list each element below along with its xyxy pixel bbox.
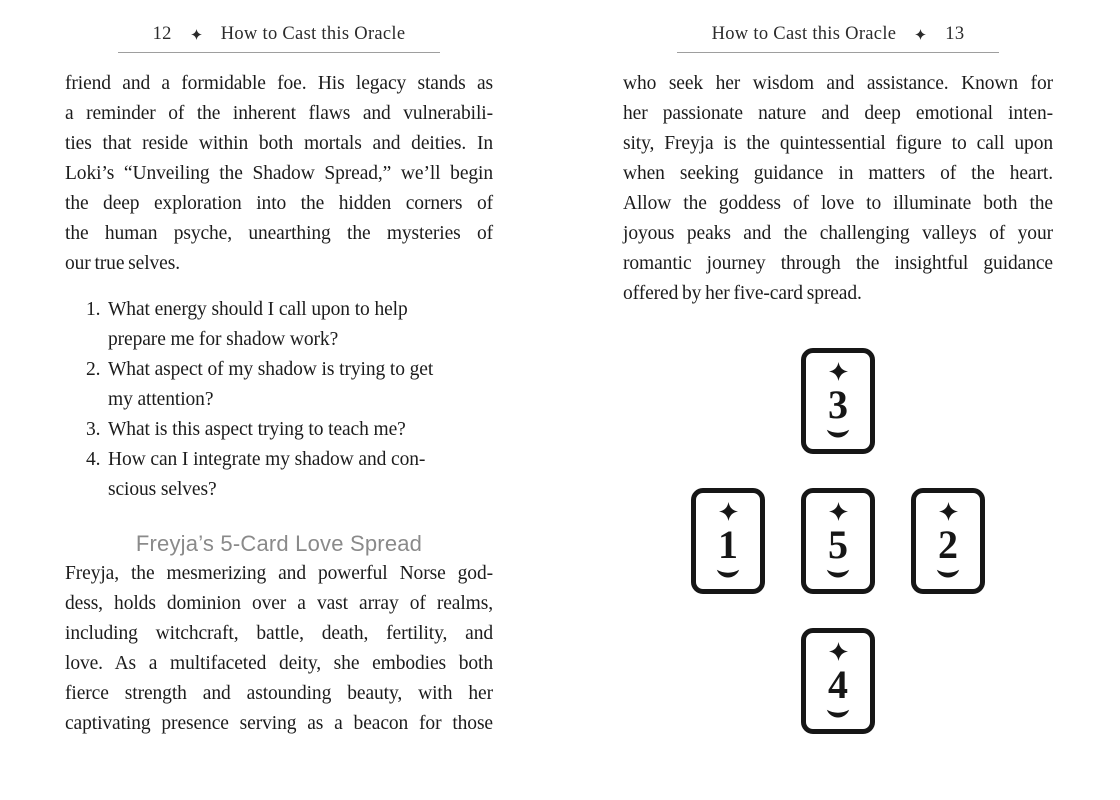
text-line: scious selves?: [108, 479, 217, 500]
list-number: 4.: [86, 449, 101, 470]
spread-row-bottom: [801, 628, 875, 734]
paragraph-freyja-continued: [623, 69, 1053, 309]
oracle-card: [801, 488, 875, 594]
oracle-card: [911, 488, 985, 594]
page-header-left: [65, 23, 493, 53]
text-line: my attention?: [108, 389, 214, 410]
crescent-moon-icon: [823, 427, 853, 440]
card-number: 4: [828, 661, 848, 707]
list-item: [65, 415, 493, 445]
card-number: 5: [828, 521, 848, 567]
text-line: How can I integrate my shadow and con-: [108, 449, 426, 470]
paragraph-loki: [65, 69, 493, 279]
card-number: 3: [828, 381, 848, 427]
text-line: Freyja, the mesmerizing and powerful Norse god-: [65, 563, 493, 584]
text-line: sity, Freyja is the quintessential figure to call upon: [623, 133, 1053, 154]
sparkle-icon: [939, 501, 958, 522]
text-line: captivating presence serving as a beacon for those: [65, 713, 493, 734]
oracle-card: [801, 628, 875, 734]
running-head: [65, 23, 493, 45]
card-number: 1: [718, 521, 738, 567]
text-line: What aspect of my shadow is trying to get: [108, 359, 434, 380]
header-rule: [677, 52, 999, 53]
text-line: joyous peaks and the challenging valleys of your: [623, 223, 1053, 244]
spread-row-middle: [691, 488, 985, 594]
diamond-star-icon: [191, 29, 202, 40]
text-line: dess, holds dominion over a vast array of realms,: [65, 593, 493, 614]
card-number: 2: [938, 521, 958, 567]
text-line: a reminder of the inherent flaws and vulnerabili-: [65, 103, 493, 124]
oracle-card: [801, 348, 875, 454]
text-line: What is this aspect trying to teach me?: [108, 419, 406, 440]
page-header-right: [623, 23, 1053, 53]
list-item: [65, 355, 493, 415]
page-number: 12: [152, 24, 172, 44]
text-line: her passionate nature and deep emotional inten-: [623, 103, 1053, 124]
crescent-moon-icon: [933, 567, 963, 580]
crescent-moon-icon: [823, 707, 853, 720]
text-line: the deep exploration into the hidden corners of: [65, 193, 493, 214]
crescent-moon-icon: [713, 567, 743, 580]
crescent-moon-icon: [823, 567, 853, 580]
oracle-card: [691, 488, 765, 594]
header-rule: [118, 52, 440, 53]
text-line: fierce strength and astounding beauty, with her: [65, 683, 493, 704]
section-heading: Freyja’s 5-Card Love Spread: [135, 531, 423, 556]
text-line: Loki’s “Unveiling the Shadow Spread,” we’ll begin: [65, 163, 493, 184]
list-item: [65, 445, 493, 505]
text-line: including witchcraft, battle, death, fertility, and: [65, 623, 493, 644]
text-line: Allow the goddess of love to illuminate both the: [623, 193, 1053, 214]
question-list: [65, 295, 493, 505]
text-line: romantic journey through the insightful guidance: [623, 253, 1053, 274]
text-line: prepare me for shadow work?: [108, 329, 339, 350]
text-line: love. As a multifaceted deity, she embodies both: [65, 653, 493, 674]
sparkle-icon: [829, 501, 848, 522]
text-line: who seek her wisdom and assistance. Known for: [623, 73, 1053, 94]
text-line: friend and a formidable foe. His legacy stands as: [65, 73, 493, 94]
sparkle-icon: [829, 641, 848, 662]
running-title: How to Cast this Oracle: [220, 24, 406, 44]
list-number: 2.: [86, 359, 101, 380]
text-line: ties that reside within both mortals and deities. In: [65, 133, 493, 154]
list-number: 3.: [86, 419, 101, 440]
list-number: 1.: [86, 299, 101, 320]
diamond-star-icon: [915, 29, 926, 40]
text-line: What energy should I call upon to help: [108, 299, 408, 320]
text-line: our true selves.: [65, 253, 180, 274]
card-spread-diagram: [623, 348, 1053, 734]
spread-row-top: [801, 348, 875, 454]
sparkle-icon: [719, 501, 738, 522]
running-head: [623, 23, 1053, 45]
page-left: [65, 0, 493, 739]
page-number: 13: [945, 24, 965, 44]
sparkle-icon: [829, 361, 848, 382]
paragraph-freyja: [65, 559, 493, 739]
text-line: the human psyche, unearthing the mysteries of: [65, 223, 493, 244]
page-right: [623, 0, 1053, 734]
list-item: [65, 295, 493, 355]
text-line: offered by her five-card spread.: [623, 283, 862, 304]
running-title: How to Cast this Oracle: [711, 24, 897, 44]
text-line: when seeking guidance in matters of the heart.: [623, 163, 1053, 184]
